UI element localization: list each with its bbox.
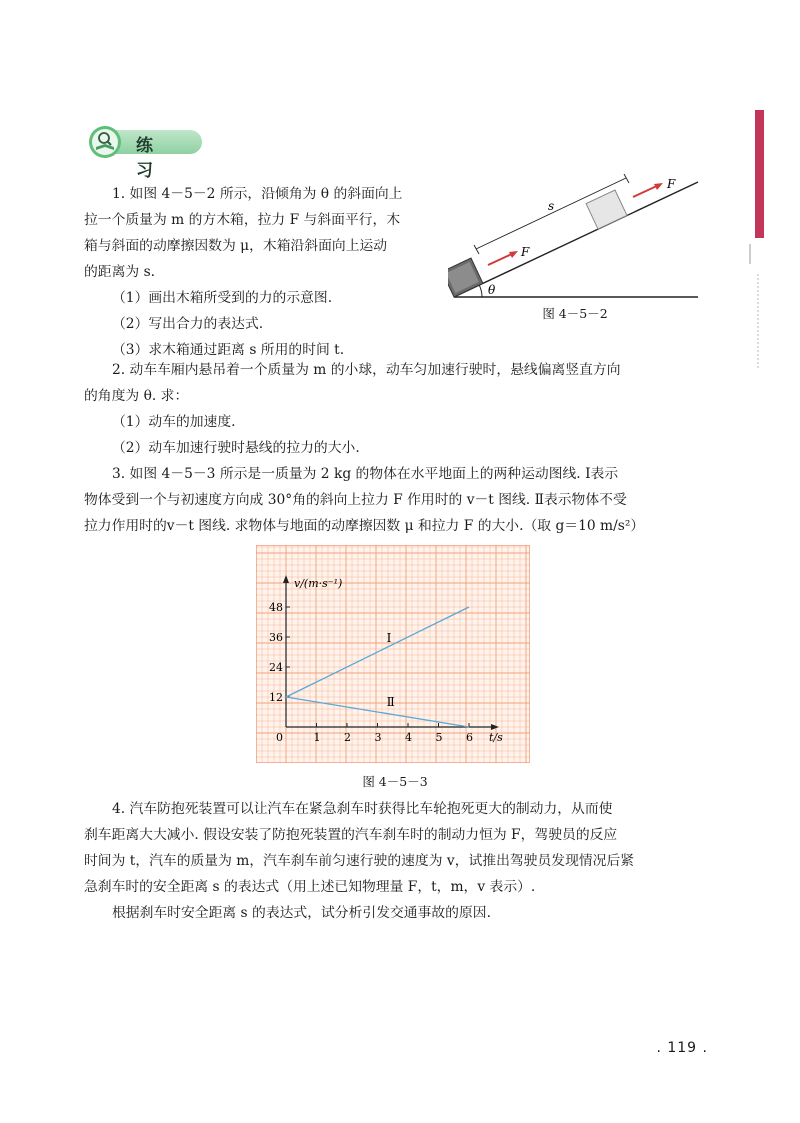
exercise1-q3: （3）求木箱通过距离 s 所用的时间 t. [112,342,345,358]
x-tick-label: 3 [374,731,382,744]
y-axis-label: v/(m·s⁻¹) [294,577,343,590]
box-bottom [448,258,483,297]
force-label-top: F [667,177,676,191]
exercise1-line1: 1. 如图 4－5－2 所示，沿倾角为 θ 的斜面向上 [112,186,403,202]
exercise3-line2: 物体受到一个与初速度方向成 30°角的斜向上拉力 F 作用时的 v－t 图线. Ⅱ表示物体不受 [84,492,627,508]
figure1-caption: 图 4－5－2 [542,306,608,321]
force-label-bottom: F [521,245,530,259]
exercise2-q1: （1）动车的加速度. [112,414,236,430]
x-tick-label: 5 [435,731,443,744]
exercise2-q2: （2）动车加速行驶时悬线的拉力的大小. [112,440,360,456]
x-tick-label: 4 [405,731,412,744]
exercise4-line1: 4. 汽车防抱死装置可以让汽车在紧急刹车时获得比车轮抱死更大的制动力，从而使 [112,801,613,817]
theta-label: θ [488,283,496,297]
x-tick-label: 2 [344,731,351,744]
force-arrow-top [633,183,663,197]
exercise1-line2: 拉一个质量为 m 的方木箱，拉力 F 与斜面平行，木 [84,212,401,228]
theta-arc [479,285,482,297]
exercise2-line2: 的角度为 θ. 求： [84,388,189,404]
distance-label: s [548,199,555,213]
series-label-2: Ⅱ [386,695,395,709]
y-tick-label: 36 [269,631,283,644]
figure2-caption: 图 4－5－3 [362,774,428,789]
exercise4-line5: 根据刹车时安全距离 s 的表达式，试分析引发交通事故的原因. [112,905,491,921]
section-title: 练 习 [136,136,161,181]
series-label-1: Ⅰ [386,631,392,645]
vt-chart [256,545,530,763]
exercise3-line3: 拉力作用时的v－t 图线. 求物体与地面的动摩擦因数 μ 和拉力 F 的大小.（取 g＝10 m/s²） [84,518,645,534]
exercise1-line4: 的距离为 s. [84,264,156,280]
x-axis-label: t/s [489,731,503,744]
force-arrow-bottom [488,251,518,265]
exercise1-q1: （1）画出木箱所受到的力的示意图. [112,290,333,306]
exercise4-line3: 时间为 t，汽车的质量为 m，汽车刹车前匀速行驶的速度为 v，试推出驾驶员发现情况后紧 [84,853,635,869]
exercise4-line4: 急刹车时的安全距离 s 的表达式（用上述已知物理量 F，t，m，v 表示）. [84,879,536,895]
page-number: . 119 . [656,1040,708,1056]
chapter-tab-ticks [746,244,772,374]
exercise2-line1: 2. 动车车厢内悬吊着一个质量为 m 的小球，动车匀加速行驶时，悬线偏离竖直方向 [112,362,621,378]
incline-line [454,182,698,297]
y-tick-label: 24 [269,661,283,674]
box-top [586,190,627,229]
y-tick-label: 12 [269,691,283,704]
incline-figure [448,170,704,300]
x-tick-label: 6 [466,731,473,744]
x-tick-label: 1 [313,731,321,744]
magnifier-book-icon [88,125,122,159]
exercise1-q2: （2）写出合力的表达式. [112,316,264,332]
exercise4-line2: 刹车距离大大减小. 假设安装了防抱死装置的汽车刹车时的制动力恒为 F，驾驶员的反应 [84,827,618,843]
chapter-tab-bar [755,110,764,238]
y-tick-label: 48 [269,601,283,614]
x-tick-label: 0 [276,731,283,744]
exercise1-line3: 箱与斜面的动摩擦因数为 μ，木箱沿斜面向上运动 [84,238,388,254]
exercise3-line1: 3. 如图 4－5－3 所示是一质量为 2 kg 的物体在水平地面上的两种运动图线. Ⅰ表示 [112,466,619,482]
